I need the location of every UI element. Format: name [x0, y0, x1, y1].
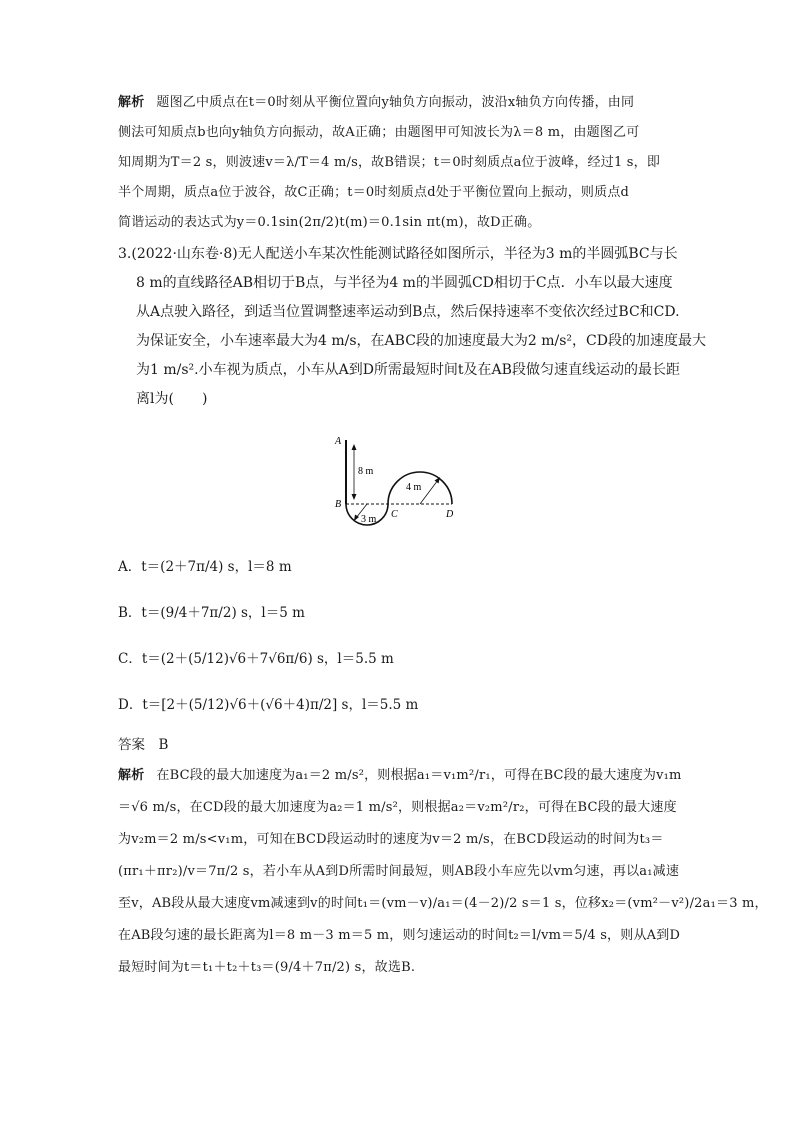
option-b: B．t＝(9/4＋7π/2) s，l＝5 m [118, 605, 305, 621]
label-a: A [335, 436, 342, 447]
path-diagram [334, 432, 464, 532]
option-c: C．t＝(2＋(5/12)√6＋7√6π/6) s，l＝5.5 m [118, 651, 394, 667]
solution-line-2: ＝√6 m/s，在CD段的最大加速度为a₂＝1 m/s²，则根据a₂＝v₂m²/r₂，可得在BC段的最大速度 [118, 800, 677, 815]
label-3m: 3 m [361, 514, 377, 525]
radius-cd-arrow [435, 477, 441, 484]
answer: 答案 B [118, 737, 169, 753]
path-figure [118, 432, 678, 532]
page [118, 88, 768, 984]
solution-line-7: 最短时间为t＝t₁＋t₂＋t₃＝(9/4＋7π/2) s，故选B. [118, 960, 416, 975]
previous-solution [118, 88, 678, 238]
solution-label: 解析 [118, 768, 145, 783]
question-line-1: 3.(2022·山东卷·8)无人配送小车某次性能测试路径如图所示，半径为3 m的半圆弧BC与长 [118, 246, 678, 262]
solution-line-1: 解析 在BC段的最大加速度为a₁＝2 m/s²，则根据a₁＝v₁m²/r₁，可得在BC段的最大速度为v₁m [118, 768, 682, 783]
question-stem [118, 240, 706, 414]
solution-line-3: 为v₂m＝2 m/s<v₁m，可知在BCD段运动时的速度为v＝2 m/s，在BCD段运动的时间为t₃＝ [118, 832, 664, 847]
option-d: D．t＝[2＋(5/12)√6＋(√6＋4)π/2] s，l＝5.5 m [118, 697, 419, 713]
dimension-ab-arrow-top [352, 444, 357, 450]
radius-cd [420, 480, 438, 504]
solution [118, 760, 768, 984]
solution-line-4: (πr₁＋πr₂)/v＝7π/2 s，若小车从A到D所需时间最短，则AB段小车应先以vm匀速，再以a₁减速 [118, 864, 680, 879]
question-line-4: 为保证安全，小车速率最大为4 m/s，在ABC段的加速度最大为2 m/s²，CD段的加速度最大 [136, 333, 706, 349]
question-line-2: 8 m的直线路径AB相切于B点，与半径为4 m的半圆弧CD相切于C点．小车以最大速度 [136, 275, 673, 291]
prev-solution-line-4: 半个周期，质点a位于波谷，故C正确；t＝0时刻质点d处于平衡位置向上振动，则质点d [118, 185, 630, 200]
label-8m: 8 m [358, 466, 374, 477]
options [118, 544, 678, 728]
question-line-3: 从A点驶入路径，到适当位置调整速率运动到B点，然后保持速率不变依次经过BC和CD. [136, 304, 680, 320]
question-line-5: 为1 m/s².小车视为质点，小车从A到D所需最短时间t及在AB段做匀速直线运动的最长距 [136, 362, 680, 378]
label-c: C [391, 509, 398, 520]
solution-line-5: 至v，AB段从最大速度vm减速到v的时间t₁＝(vm－v)/a₁＝(4－2)/2 s＝1 s，位移x₂＝(vm²－v²)/2a₁＝3 m， [118, 896, 768, 911]
label-4m: 4 m [406, 482, 422, 493]
prev-solution-line-1: 解析 题图乙中质点在t＝0时刻从平衡位置向y轴负方向振动，波沿x轴负方向传播，由同 [118, 95, 635, 110]
prev-solution-label: 解析 [118, 95, 145, 110]
option-a: A．t＝(2＋7π/4) s，l＝8 m [118, 559, 292, 575]
label-d: D [446, 509, 454, 520]
question-line-6: 离l为( ) [136, 391, 208, 407]
prev-solution-line-2: 侧法可知质点b也向y轴负方向振动，故A正确；由题图甲可知波长为λ＝8 m，由题图乙可 [118, 125, 640, 140]
prev-solution-line-5: 简谐运动的表达式为y＝0.1sin(2π/2)t(m)＝0.1sin πt(m)，故D正确。 [118, 215, 541, 230]
dimension-ab-arrow-bottom [352, 494, 357, 500]
solution-line-6: 在AB段匀速的最长距离为l＝8 m－3 m＝5 m，则匀速运动的时间t₂＝l/vm＝5/4 s，则从A到D [118, 928, 681, 943]
label-b: B [335, 499, 342, 510]
prev-solution-line-3: 知周期为T＝2 s，则波速v＝λ/T＝4 m/s，故B错误；t＝0时刻质点a位于波峰，经过1 s，即 [118, 155, 661, 170]
